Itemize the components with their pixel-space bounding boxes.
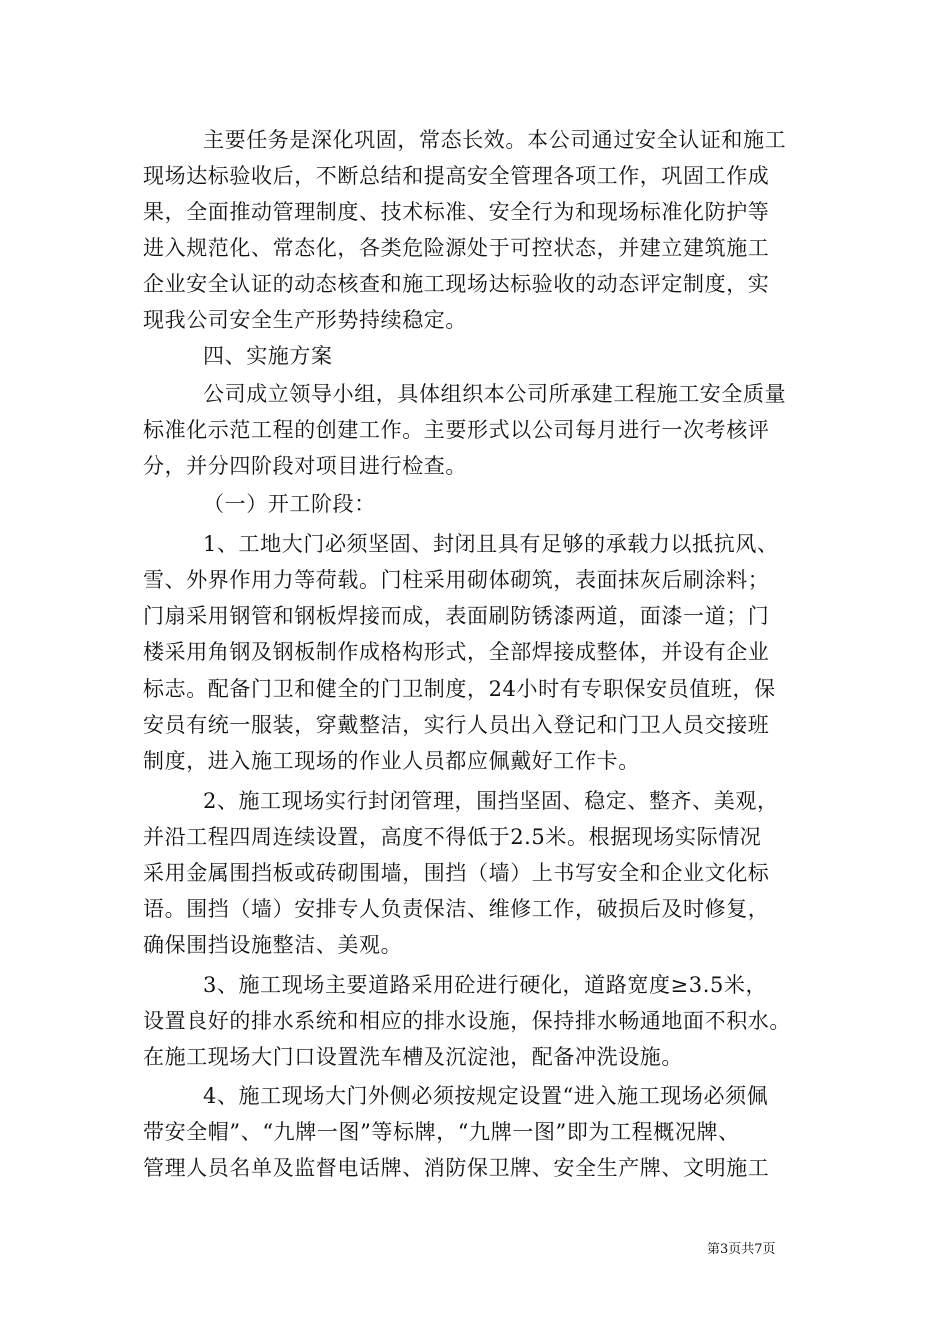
text-line: 标准化示范工程的创建工作。主要形式以公司每月进行一次考核评 [143,418,770,442]
text-line: 企业安全认证的动态核查和施工现场达标验收的动态评定制度，实 [143,272,770,296]
text-line: 现我公司安全生产形势持续稳定。 [143,308,467,332]
text-line: 3、施工现场主要道路采用砼进行硬化，道路宽度≥3.5米， [203,973,768,997]
subsection-heading: （一）开工阶段： [203,492,376,516]
text-line: 4、施工现场大门外侧必须按规定设置“进入施工现场必须佩 [203,1084,769,1108]
text-line: 雪、外界作用力等荷载。门柱采用砌体砌筑，表面抹灰后刷涂料； [143,568,770,592]
text-line: 语。围挡（墙）安排专人负责保洁、维修工作，破损后及时修复， [143,897,770,921]
text-line: 并沿工程四周连续设置，高度不得低于2.5米。根据现场实际情况 [143,825,762,849]
text-line: 主要任务是深化巩固，常态长效。本公司通过安全认证和施工 [203,128,787,152]
text-line: 设置良好的排水系统和相应的排水设施，保持排水畅通地面不积水。 [143,1009,791,1033]
section-heading: 四、实施方案 [203,344,333,368]
text-line: 门扇采用钢管和钢板焊接而成，表面刷防锈漆两道，面漆一道；门 [143,604,770,628]
text-line: 1、工地大门必须坚固、封闭且具有足够的承载力以抵抗风、 [203,532,779,556]
text-line: 进入规范化、常态化，各类危险源处于可控状态，并建立建筑施工 [143,236,770,260]
text-line: 标志。配备门卫和健全的门卫制度，24小时有专职保安员值班，保 [143,677,776,701]
text-line: 公司成立领导小组，具体组织本公司所承建工程施工安全质量 [203,382,787,406]
text-line: 现场达标验收后，不断总结和提高安全管理各项工作，巩固工作成 [143,164,770,188]
text-line: 在施工现场大门口设置洗车槽及沉淀池，配备冲洗设施。 [143,1045,683,1069]
text-line: 管理人员名单及监督电话牌、消防保卫牌、安全生产牌、文明施工 [143,1156,770,1180]
text-line: 果，全面推动管理制度、技术标准、安全行为和现场标准化防护等 [143,200,770,224]
text-line: 制度，进入施工现场的作业人员都应佩戴好工作卡。 [143,749,640,773]
page-number-footer: 第3页共7页 [707,1242,776,1257]
text-line: 带安全帽”、“九牌一图”等标牌，“九牌一图”即为工程概况牌、 [143,1120,740,1144]
text-line: 采用金属围挡板或砖砌围墙，围挡（墙）上书写安全和企业文化标 [143,861,770,885]
text-line: 安员有统一服装，穿戴整洁，实行人员出入登记和门卫人员交接班 [143,713,770,737]
text-line: 楼采用角钢及钢板制作成格构形式，全部焊接成整体，并设有企业 [143,640,770,664]
text-line: 2、施工现场实行封闭管理，围挡坚固、稳定、整齐、美观， [203,789,779,813]
text-line: 确保围挡设施整洁、美观。 [143,933,403,957]
text-line: 分，并分四阶段对项目进行检查。 [143,454,467,478]
